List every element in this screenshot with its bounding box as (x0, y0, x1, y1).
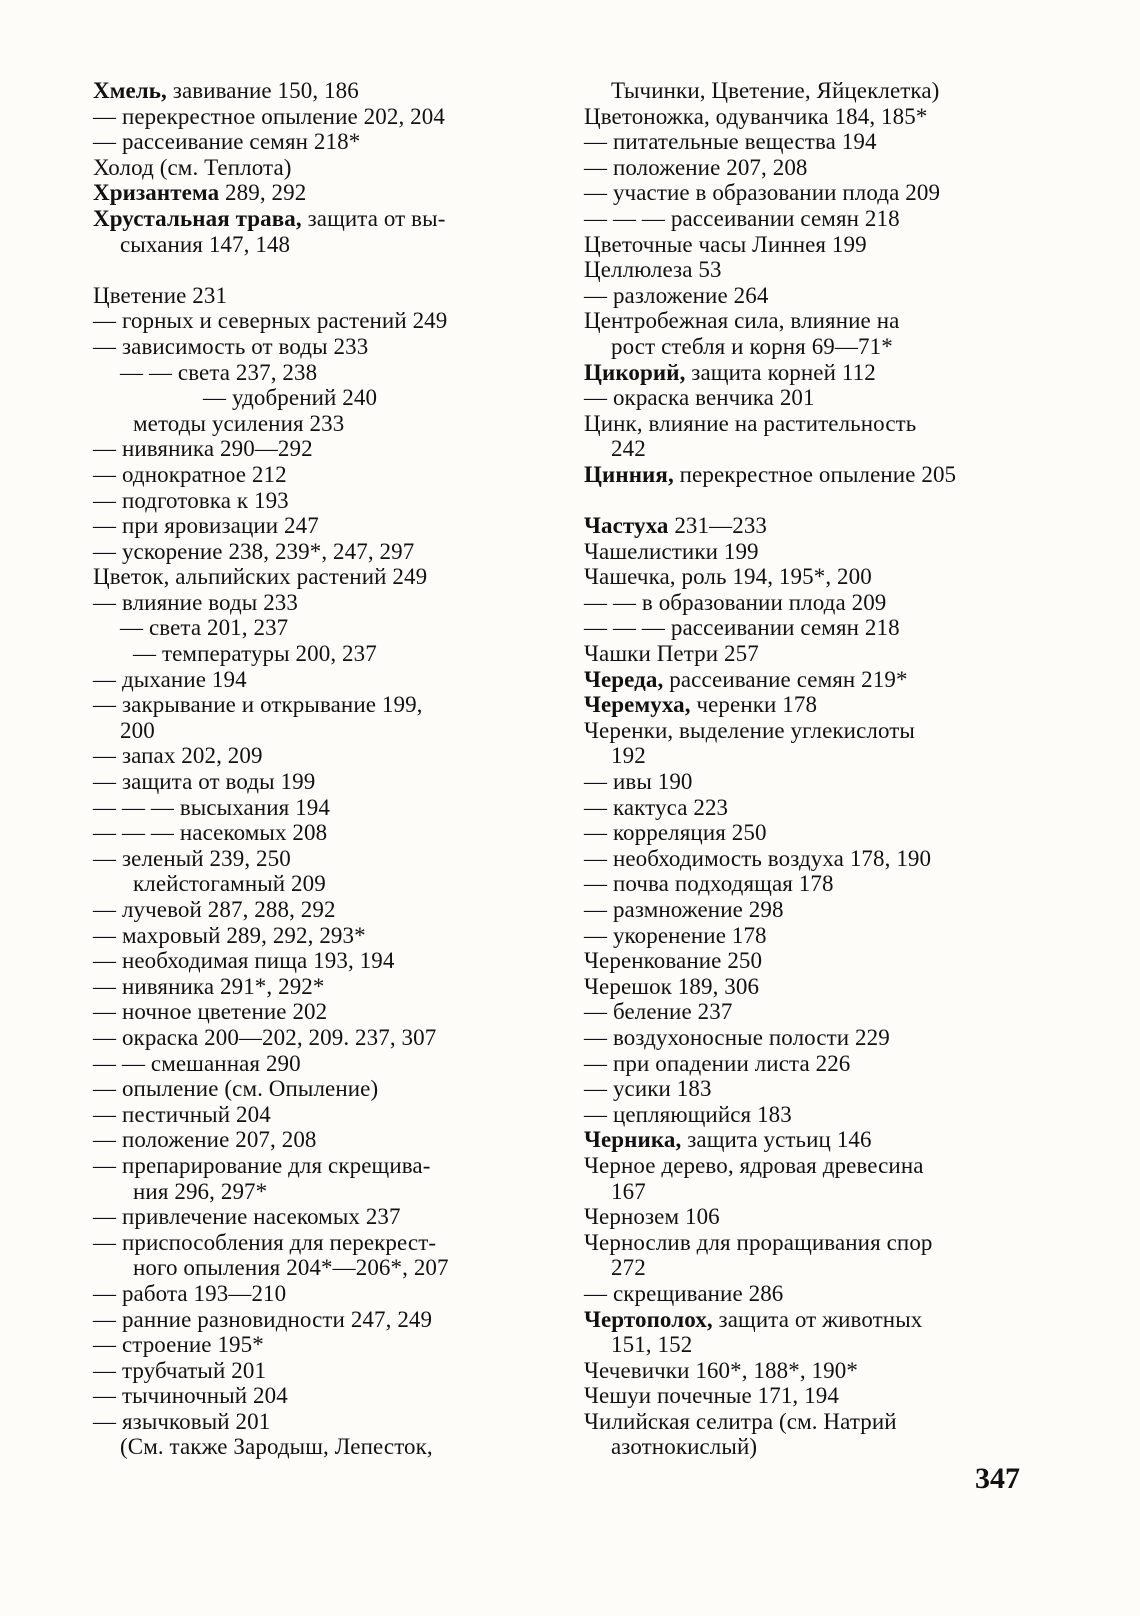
index-entry-heading: Черника, (584, 1127, 682, 1153)
index-entry (93, 180, 548, 206)
index-entry-text: методы усиления 233 (133, 410, 345, 436)
index-entry-text: 192 (611, 743, 646, 769)
index-entry-text: рост стебля и корня 69—71* (611, 333, 893, 359)
index-entry-text: — разложение 264 (584, 282, 769, 308)
index-entry (584, 1204, 1044, 1230)
index-entry-text: — трубчатый 201 (93, 1357, 267, 1383)
index-entry (584, 743, 1044, 769)
index-entry (584, 1153, 1044, 1179)
index-entry (93, 846, 548, 872)
index-entry-text: (См. также Зародыш, Лепесток, (120, 1434, 433, 1460)
index-entry (93, 641, 548, 667)
index-entry-text: Холод (см. Теплота) (93, 154, 292, 180)
index-entry-text: Чернозем 106 (584, 1204, 720, 1230)
index-entry (93, 462, 548, 488)
index-entry-text: — корреляция 250 (584, 820, 767, 846)
index-entry (93, 820, 548, 846)
index-entry (93, 1076, 548, 1102)
index-entry (93, 436, 548, 462)
index-entry-text: 200 (120, 717, 155, 743)
index-entry-text: ного опыления 204*—206*, 207 (133, 1255, 449, 1281)
index-entry (93, 667, 548, 693)
index-entry-text: — укоренение 178 (584, 922, 767, 948)
index-entry (93, 539, 548, 565)
index-entry-text: — нивяника 291*, 292* (93, 973, 325, 999)
index-entry (93, 1153, 548, 1179)
index-entry (584, 1102, 1044, 1128)
index-entry (93, 155, 548, 181)
index-entry (93, 308, 548, 334)
index-entry (93, 1204, 548, 1230)
index-entry-text: — воздухоносные полости 229 (584, 1024, 890, 1050)
index-entry-text: Чашки Петри 257 (584, 641, 759, 667)
index-entry-text: — — — рассеивании семян 218 (584, 615, 900, 641)
index-entry-text: — удобрений 240 (203, 385, 378, 411)
index-entry-text: — — в образовании плода 209 (584, 589, 887, 615)
index-entry-text: рассеивание семян 219* (663, 666, 908, 692)
index-entry (93, 615, 548, 641)
index-entry (584, 1076, 1044, 1102)
index-entry (93, 795, 548, 821)
index-entry-text: — участие в образовании плода 209 (584, 180, 941, 206)
index-entry-text: 151, 152 (611, 1332, 693, 1358)
index-entry (93, 360, 548, 386)
index-entry-text: — цепляющийся 183 (584, 1101, 792, 1127)
index-entry-text: — влияние воды 233 (93, 589, 298, 615)
index-entry (584, 692, 1044, 718)
index-entry-heading: Чертополох, (584, 1306, 713, 1332)
index-entry-heading: Хмель, (93, 78, 167, 103)
index-entry (584, 769, 1044, 795)
page-number: 347 (975, 1462, 1020, 1495)
index-entry-text: — почва подходящая 178 (584, 871, 834, 897)
index-entry (93, 1025, 548, 1051)
index-entry-heading: Череда, (584, 666, 664, 692)
index-entry-text: защита корней 112 (685, 359, 876, 385)
index-entry (93, 1230, 548, 1256)
index-entry-text: Центробежная сила, влияние на (584, 308, 900, 334)
index-entry-text: — окраска венчика 201 (584, 385, 815, 411)
index-entry (93, 1434, 548, 1460)
index-entry (93, 743, 548, 769)
index-entry-text: — зависимость от воды 233 (93, 333, 369, 359)
index-entry-text: — запах 202, 209 (93, 743, 263, 769)
index-entry (93, 1102, 548, 1128)
index-entry-text: — строение 195* (93, 1332, 264, 1358)
index-entry-text: Цинк, влияние на растительность (584, 410, 917, 436)
index-entry-text: — ивы 190 (584, 769, 693, 795)
index-entry (93, 1358, 548, 1384)
index-entry (584, 385, 1044, 411)
index-entry (93, 1255, 548, 1281)
index-entry (584, 180, 1044, 206)
index-entry-text: — необходимая пища 193, 194 (93, 948, 395, 974)
index-entry-text: — дыхание 194 (93, 666, 247, 692)
index-entry-heading: Хризантема (93, 180, 220, 206)
index-entry (93, 232, 548, 258)
index-entry (584, 1127, 1044, 1153)
index-entry-text: 289, 292 (219, 180, 307, 206)
index-entry-text: 242 (611, 436, 646, 462)
index-entry-text: Чечевички 160*, 188*, 190* (584, 1357, 858, 1383)
index-entry (584, 206, 1044, 232)
index-entry (584, 564, 1044, 590)
index-entry-text: — тычиночный 204 (93, 1383, 288, 1409)
index-entry (584, 308, 1044, 334)
index-entry-heading: Частуха (584, 513, 669, 539)
index-entry-text: — защита от воды 199 (93, 769, 316, 795)
index-entry (93, 334, 548, 360)
index-entry-text: — пестичный 204 (93, 1101, 271, 1127)
index-entry (93, 1383, 548, 1409)
index-entry (93, 923, 548, 949)
index-entry (93, 1051, 548, 1077)
index-entry (584, 104, 1044, 130)
index-entry-text: — — света 237, 238 (120, 359, 318, 385)
index-entry (584, 155, 1044, 181)
index-entry-heading: Цикорий, (584, 359, 686, 385)
index-entry-text: — однократное 212 (93, 461, 287, 487)
index-entry-text: Чилийская селитра (см. Натрий (584, 1408, 897, 1434)
index-entry-text: — перекрестное опыление 202, 204 (93, 103, 445, 129)
index-entry-text: азотнокислый) (611, 1434, 758, 1460)
index-entry-text: Чашечка, роль 194, 195*, 200 (584, 564, 872, 590)
index-entry-text: — питательные вещества 194 (584, 129, 877, 155)
index-entry-text: 272 (611, 1255, 646, 1281)
index-entry (93, 871, 548, 897)
index-entry-text: — подготовка к 193 (93, 487, 289, 513)
index-entry (93, 718, 548, 744)
index-entry (93, 1409, 548, 1435)
index-entry (584, 129, 1044, 155)
index-entry (584, 641, 1044, 667)
index-entry-text: — опыление (см. Опыление) (93, 1076, 379, 1102)
index-entry-text: Чашелистики 199 (584, 538, 759, 564)
index-entry-text: клейстогамный 209 (133, 871, 326, 897)
index-entry-text: — язычковый 201 (93, 1408, 271, 1434)
index-entry-text: — при опадении листа 226 (584, 1050, 851, 1076)
index-entry (584, 539, 1044, 565)
index-entry-text: — скрещивание 286 (584, 1280, 784, 1306)
index-entry-text: — приспособления для перекрест- (93, 1229, 437, 1255)
index-entry (584, 871, 1044, 897)
index-entry-text: сыхания 147, 148 (120, 231, 291, 257)
index-entry (584, 846, 1044, 872)
index-entry-heading: Хрустальная трава, (93, 205, 302, 231)
index-entry (93, 974, 548, 1000)
index-entry-text: завивание 150, 186 (166, 78, 359, 103)
index-entry-text: Черешок 189, 306 (584, 973, 760, 999)
index-entry-text: — ночное цветение 202 (93, 999, 328, 1025)
index-entry-text: — света 201, 237 (120, 615, 289, 641)
index-entry (584, 78, 1044, 104)
index-entry (584, 1409, 1044, 1435)
index-entry (584, 590, 1044, 616)
index-entry-text: черенки 178 (690, 692, 818, 718)
index-entry-text: Цветоножка, одуванчика 184, 185* (584, 103, 928, 129)
index-entry-text: — кактуса 223 (584, 794, 729, 820)
index-entry (584, 615, 1044, 641)
index-entry (93, 564, 548, 590)
index-entry (93, 1127, 548, 1153)
index-entry-text: — препарирование для скрещива- (93, 1152, 431, 1178)
index-entry (584, 1358, 1044, 1384)
index-entry (93, 129, 548, 155)
index-entry (584, 999, 1044, 1025)
index-entry (584, 897, 1044, 923)
index-entry (93, 78, 548, 104)
index-entry (584, 974, 1044, 1000)
index-entry (584, 1230, 1044, 1256)
index-entry (93, 206, 548, 232)
index-entry (584, 795, 1044, 821)
index-entry (584, 1025, 1044, 1051)
index-entry (93, 692, 548, 718)
index-entry-text: ния 296, 297* (133, 1178, 268, 1204)
index-entry-text: — — — насекомых 208 (93, 820, 328, 846)
index-entry (584, 1179, 1044, 1205)
index-entry (584, 1332, 1044, 1358)
index-entry-text: — положение 207, 208 (93, 1127, 317, 1153)
index-entry (584, 411, 1044, 437)
index-entry-text: Цветочные часы Линнея 199 (584, 231, 867, 257)
index-entry (93, 104, 548, 130)
index-entry-text: Черенки, выделение углекислоты (584, 717, 915, 743)
index-entry (584, 334, 1044, 360)
index-entry (584, 488, 1044, 514)
index-entry-text: защита от вы- (301, 205, 446, 231)
index-entry (584, 1307, 1044, 1333)
index-entry (584, 1051, 1044, 1077)
index-entry-text: защита устьиц 146 (681, 1127, 872, 1153)
index-entry (584, 360, 1044, 386)
index-entry (584, 948, 1044, 974)
index-entry-text: — — — высыхания 194 (93, 794, 330, 820)
index-entry-text: — ускорение 238, 239*, 247, 297 (93, 538, 415, 564)
index-entry-text: защита от животных (712, 1306, 923, 1332)
index-entry (584, 513, 1044, 539)
index-entry (93, 257, 548, 283)
index-entry (93, 488, 548, 514)
index-entry (584, 1281, 1044, 1307)
index-entry (93, 513, 548, 539)
index-entry (93, 1307, 548, 1333)
index-entry (584, 283, 1044, 309)
index-entry (93, 590, 548, 616)
index-entry (584, 232, 1044, 258)
index-entry-text: — закрывание и открывание 199, (93, 692, 423, 718)
index-entry-text: Чернослив для проращивания спор (584, 1229, 933, 1255)
index-entry-text: Цветок, альпийских растений 249 (93, 564, 428, 590)
index-entry (93, 948, 548, 974)
index-entry-text: Целлюлеза 53 (584, 257, 722, 283)
index-entry (584, 1255, 1044, 1281)
index-entry-text: — привлечение насекомых 237 (93, 1204, 401, 1230)
index-entry-text: — ранние разновидности 247, 249 (93, 1306, 433, 1332)
index-entry-text: — необходимость воздуха 178, 190 (584, 845, 932, 871)
index-entry-text: Чешуи почечные 171, 194 (584, 1383, 839, 1409)
index-entry-text: — зеленый 239, 250 (93, 845, 291, 871)
index-entry (584, 1434, 1044, 1460)
index-entry (584, 667, 1044, 693)
index-entry-text: — положение 207, 208 (584, 154, 808, 180)
index-entry-text: — — — рассеивании семян 218 (584, 205, 900, 231)
index-entry-text: — усики 183 (584, 1076, 712, 1102)
index-entry-text: — при яровизации 247 (93, 513, 319, 539)
index-entry-text: — размножение 298 (584, 897, 784, 922)
index-entry-heading: Цинния, (584, 461, 674, 487)
index-entry-text: 231—233 (668, 513, 768, 539)
index-column-left (93, 78, 548, 1460)
index-entry-text: Черное дерево, ядровая древесина (584, 1152, 924, 1178)
index-entry (93, 769, 548, 795)
index-entry (584, 462, 1044, 488)
index-entry-text: — работа 193—210 (93, 1280, 287, 1306)
index-entry (93, 411, 548, 437)
index-entry-text: — — смешанная 290 (93, 1050, 301, 1076)
index-entry (584, 820, 1044, 846)
index-entry-text: перекрестное опыление 205 (673, 461, 957, 487)
index-entry-text: 167 (611, 1178, 646, 1204)
index-entry-text: — температуры 200, 237 (133, 641, 377, 667)
index-entry-text: — рассеивание семян 218* (93, 129, 361, 155)
index-entry-text: — беление 237 (584, 999, 733, 1025)
index-entry (584, 1383, 1044, 1409)
index-entry (93, 1332, 548, 1358)
index-entry-heading: Черемуха, (584, 692, 691, 718)
index-entry (93, 897, 548, 923)
index-entry-text: — нивяника 290—292 (93, 436, 313, 462)
index-entry (93, 283, 548, 309)
index-entry (584, 436, 1044, 462)
index-entry (93, 1281, 548, 1307)
index-entry (93, 1179, 548, 1205)
index-entry (93, 385, 548, 411)
index-entry-text: — махровый 289, 292, 293* (93, 922, 366, 948)
index-entry (93, 999, 548, 1025)
index-entry-text: — горных и северных растений 249 (93, 308, 448, 334)
index-entry-text: Черенкование 250 (584, 948, 763, 974)
index-entry (584, 923, 1044, 949)
index-entry (584, 718, 1044, 744)
index-entry-text: — лучевой 287, 288, 292 (93, 897, 336, 922)
index-entry-text: — окраска 200—202, 209. 237, 307 (93, 1024, 437, 1050)
index-entry-text: Цветение 231 (93, 282, 228, 308)
index-column-right (584, 78, 1044, 1460)
index-entry-text: Тычинки, Цветение, Яйцеклетка) (611, 78, 940, 103)
index-entry (584, 257, 1044, 283)
